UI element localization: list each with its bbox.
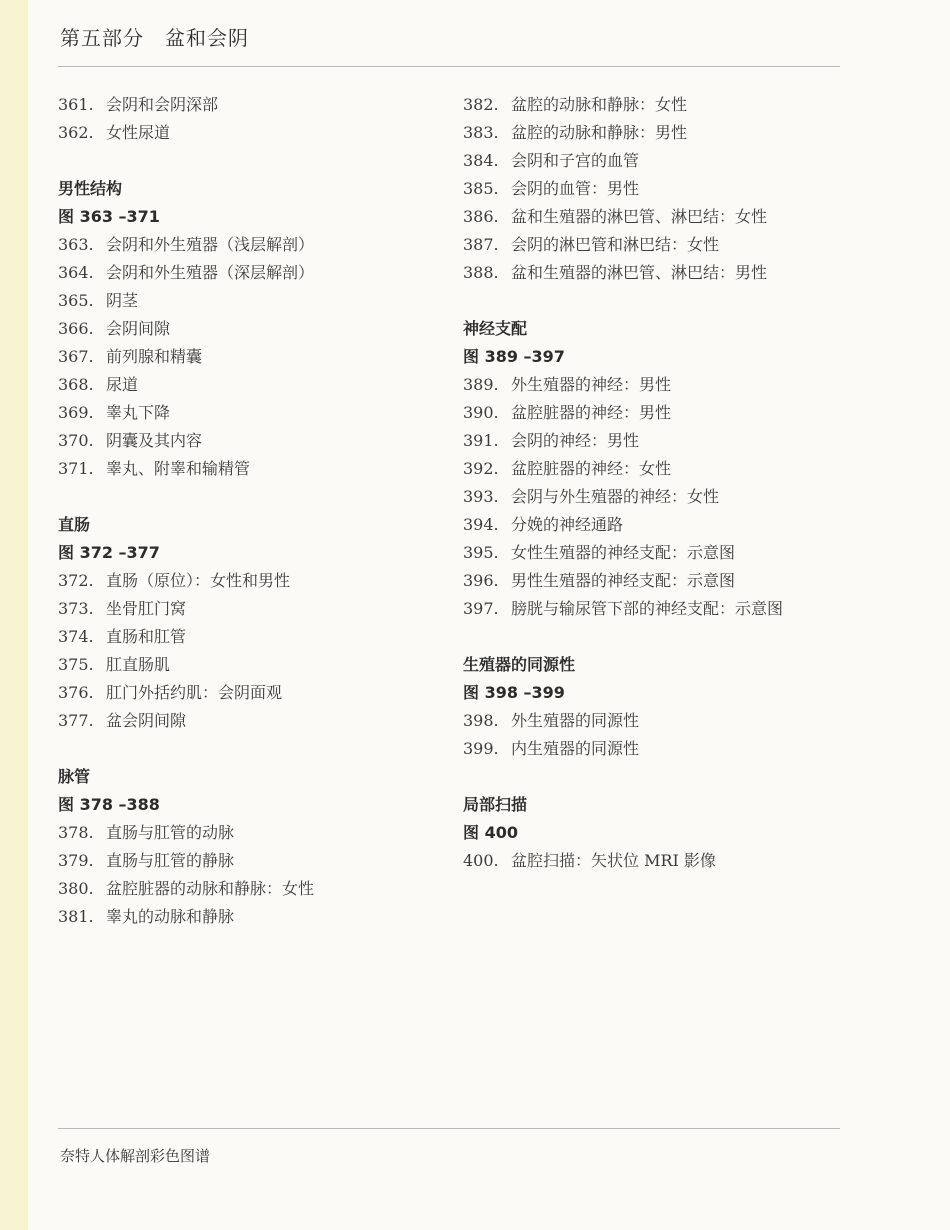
entry-number: 391. — [463, 431, 499, 450]
toc-entry[interactable] — [463, 119, 863, 147]
toc-entry[interactable] — [58, 679, 458, 707]
entry-number: 371. — [58, 459, 94, 478]
entry-title: 肛门外括约肌：会阴面观 — [106, 683, 283, 702]
entry-number: 365. — [58, 291, 94, 310]
entry-title: 阴囊及其内容 — [106, 431, 203, 450]
entry-number: 385. — [463, 179, 499, 198]
entry-title: 盆和生殖器的淋巴管、淋巴结：女性 — [511, 207, 768, 226]
entry-number: 372. — [58, 571, 94, 590]
entry-title: 睾丸下降 — [106, 403, 171, 422]
toc-entry[interactable] — [58, 371, 458, 399]
entry-title: 膀胱与输尿管下部的神经支配：示意图 — [511, 599, 784, 618]
entry-title: 内生殖器的同源性 — [511, 739, 640, 758]
toc-entry[interactable] — [58, 91, 458, 119]
entry-title: 盆腔扫描：矢状位 MRI 影像 — [511, 851, 716, 870]
page-header-title: 第五部分 盆和会阴 — [60, 26, 249, 50]
toc-entry[interactable] — [58, 567, 458, 595]
entry-title: 盆腔脏器的动脉和静脉：女性 — [106, 879, 315, 898]
toc-entry[interactable] — [58, 231, 458, 259]
entry-number: 395. — [463, 543, 499, 562]
toc-entry[interactable] — [58, 427, 458, 455]
entry-number: 399. — [463, 739, 499, 758]
toc-entry[interactable] — [463, 259, 863, 287]
entry-title: 会阴和外生殖器（深层解剖） — [106, 263, 315, 282]
toc-entry[interactable] — [58, 651, 458, 679]
toc-section — [58, 175, 458, 483]
toc-entry[interactable] — [463, 427, 863, 455]
toc-entry[interactable] — [463, 511, 863, 539]
toc-entry[interactable] — [463, 483, 863, 511]
page-margin-strip — [0, 0, 28, 1230]
entry-number: 364. — [58, 263, 94, 282]
toc-entry[interactable] — [463, 231, 863, 259]
entry-number: 388. — [463, 263, 499, 282]
section-figure-range: 图 398 –399 — [463, 683, 565, 702]
entry-number: 392. — [463, 459, 499, 478]
toc-entry[interactable] — [463, 147, 863, 175]
entry-number: 387. — [463, 235, 499, 254]
toc-entry[interactable] — [463, 399, 863, 427]
entry-number: 386. — [463, 207, 499, 226]
toc-entry[interactable] — [463, 707, 863, 735]
entry-title: 分娩的神经通路 — [511, 515, 624, 534]
toc-entry[interactable] — [58, 119, 458, 147]
toc-section — [463, 91, 863, 287]
entry-title: 盆腔的动脉和静脉：男性 — [511, 123, 688, 142]
entry-title: 外生殖器的同源性 — [511, 711, 640, 730]
section-title: 男性结构 — [58, 179, 123, 198]
entry-number: 382. — [463, 95, 499, 114]
page-footer-title: 奈特人体解剖彩色图谱 — [60, 1147, 211, 1165]
toc-entry[interactable] — [58, 259, 458, 287]
toc-section — [58, 511, 458, 735]
toc-entry[interactable] — [463, 175, 863, 203]
entry-number: 393. — [463, 487, 499, 506]
entry-title: 男性生殖器的神经支配：示意图 — [511, 571, 736, 590]
toc-entry[interactable] — [58, 819, 458, 847]
entry-title: 女性尿道 — [106, 123, 171, 142]
toc-entry[interactable] — [463, 567, 863, 595]
entry-title: 外生殖器的神经：男性 — [511, 375, 672, 394]
toc-entry[interactable] — [58, 847, 458, 875]
entry-title: 直肠与肛管的静脉 — [106, 851, 235, 870]
toc-entry[interactable] — [463, 455, 863, 483]
entry-title: 前列腺和精囊 — [106, 347, 203, 366]
section-figure-range: 图 378 –388 — [58, 795, 160, 814]
entry-title: 盆和生殖器的淋巴管、淋巴结：男性 — [511, 263, 768, 282]
entry-number: 361. — [58, 95, 94, 114]
entry-number: 384. — [463, 151, 499, 170]
entry-title: 女性生殖器的神经支配：示意图 — [511, 543, 736, 562]
entry-title: 会阴的血管：男性 — [511, 179, 640, 198]
toc-section — [58, 763, 458, 931]
footer-divider — [58, 1128, 840, 1129]
section-title: 脉管 — [58, 767, 91, 786]
section-title: 直肠 — [58, 515, 91, 534]
entry-number: 383. — [463, 123, 499, 142]
entry-number: 398. — [463, 711, 499, 730]
toc-entry[interactable] — [463, 371, 863, 399]
entry-title: 盆腔脏器的神经：男性 — [511, 403, 672, 422]
toc-entry[interactable] — [58, 343, 458, 371]
toc-entry[interactable] — [58, 623, 458, 651]
toc-entry[interactable] — [58, 455, 458, 483]
entry-title: 盆腔脏器的神经：女性 — [511, 459, 672, 478]
entry-title: 会阴间隙 — [106, 319, 171, 338]
entry-number: 370. — [58, 431, 94, 450]
toc-entry[interactable] — [58, 707, 458, 735]
section-title: 生殖器的同源性 — [463, 655, 576, 674]
entry-title: 会阴的淋巴管和淋巴结：女性 — [511, 235, 720, 254]
entry-title: 会阴和会阴深部 — [106, 95, 219, 114]
toc-entry[interactable] — [58, 315, 458, 343]
entry-number: 389. — [463, 375, 499, 394]
entry-number: 377. — [58, 711, 94, 730]
toc-entry[interactable] — [463, 203, 863, 231]
section-figure-range: 图 400 — [463, 823, 518, 842]
toc-entry[interactable] — [463, 539, 863, 567]
section-figure-range: 图 372 –377 — [58, 543, 160, 562]
section-title: 局部扫描 — [463, 795, 528, 814]
entry-number: 375. — [58, 655, 94, 674]
section-figure-range: 图 363 –371 — [58, 207, 160, 226]
entry-number: 397. — [463, 599, 499, 618]
entry-number: 381. — [58, 907, 94, 926]
entry-title: 直肠与肛管的动脉 — [106, 823, 235, 842]
entry-number: 396. — [463, 571, 499, 590]
entry-number: 369. — [58, 403, 94, 422]
entry-number: 362. — [58, 123, 94, 142]
entry-number: 368. — [58, 375, 94, 394]
entry-number: 380. — [58, 879, 94, 898]
entry-title: 会阴的神经：男性 — [511, 431, 640, 450]
entry-title: 会阴和子宫的血管 — [511, 151, 640, 170]
section-title: 神经支配 — [463, 319, 528, 338]
entry-title: 会阴与外生殖器的神经：女性 — [511, 487, 720, 506]
entry-number: 378. — [58, 823, 94, 842]
section-figure-range: 图 389 –397 — [463, 347, 565, 366]
entry-number: 373. — [58, 599, 94, 618]
toc-entry[interactable] — [58, 399, 458, 427]
toc-right-column — [463, 91, 863, 875]
entry-title: 睾丸的动脉和静脉 — [106, 907, 235, 926]
entry-title: 坐骨肛门窝 — [106, 599, 187, 618]
entry-title: 盆腔的动脉和静脉：女性 — [511, 95, 688, 114]
toc-entry[interactable] — [463, 595, 863, 623]
entry-title: 睾丸、附睾和输精管 — [106, 459, 251, 478]
entry-title: 会阴和外生殖器（浅层解剖） — [106, 235, 315, 254]
toc-section — [463, 315, 863, 623]
entry-title: 尿道 — [106, 375, 139, 394]
toc-entry[interactable] — [58, 595, 458, 623]
entry-number: 394. — [463, 515, 499, 534]
toc-left-column — [58, 91, 458, 931]
entry-title: 盆会阴间隙 — [106, 711, 187, 730]
toc-entry[interactable] — [58, 287, 458, 315]
entry-number: 374. — [58, 627, 94, 646]
header-divider — [58, 66, 840, 67]
entry-title: 直肠（原位）：女性和男性 — [106, 571, 291, 590]
toc-entry[interactable] — [58, 903, 458, 931]
toc-section — [58, 91, 458, 147]
toc-entry[interactable] — [463, 91, 863, 119]
entry-title: 直肠和肛管 — [106, 627, 187, 646]
entry-number: 376. — [58, 683, 94, 702]
entry-number: 400. — [463, 851, 499, 870]
toc-section — [463, 651, 863, 763]
toc-entry[interactable] — [463, 735, 863, 763]
entry-number: 366. — [58, 319, 94, 338]
toc-section — [463, 791, 863, 875]
toc-entry[interactable] — [58, 875, 458, 903]
entry-number: 390. — [463, 403, 499, 422]
toc-entry[interactable] — [463, 847, 863, 875]
entry-title: 肛直肠肌 — [106, 655, 171, 674]
entry-title: 阴茎 — [106, 291, 139, 310]
entry-number: 379. — [58, 851, 94, 870]
entry-number: 363. — [58, 235, 94, 254]
entry-number: 367. — [58, 347, 94, 366]
